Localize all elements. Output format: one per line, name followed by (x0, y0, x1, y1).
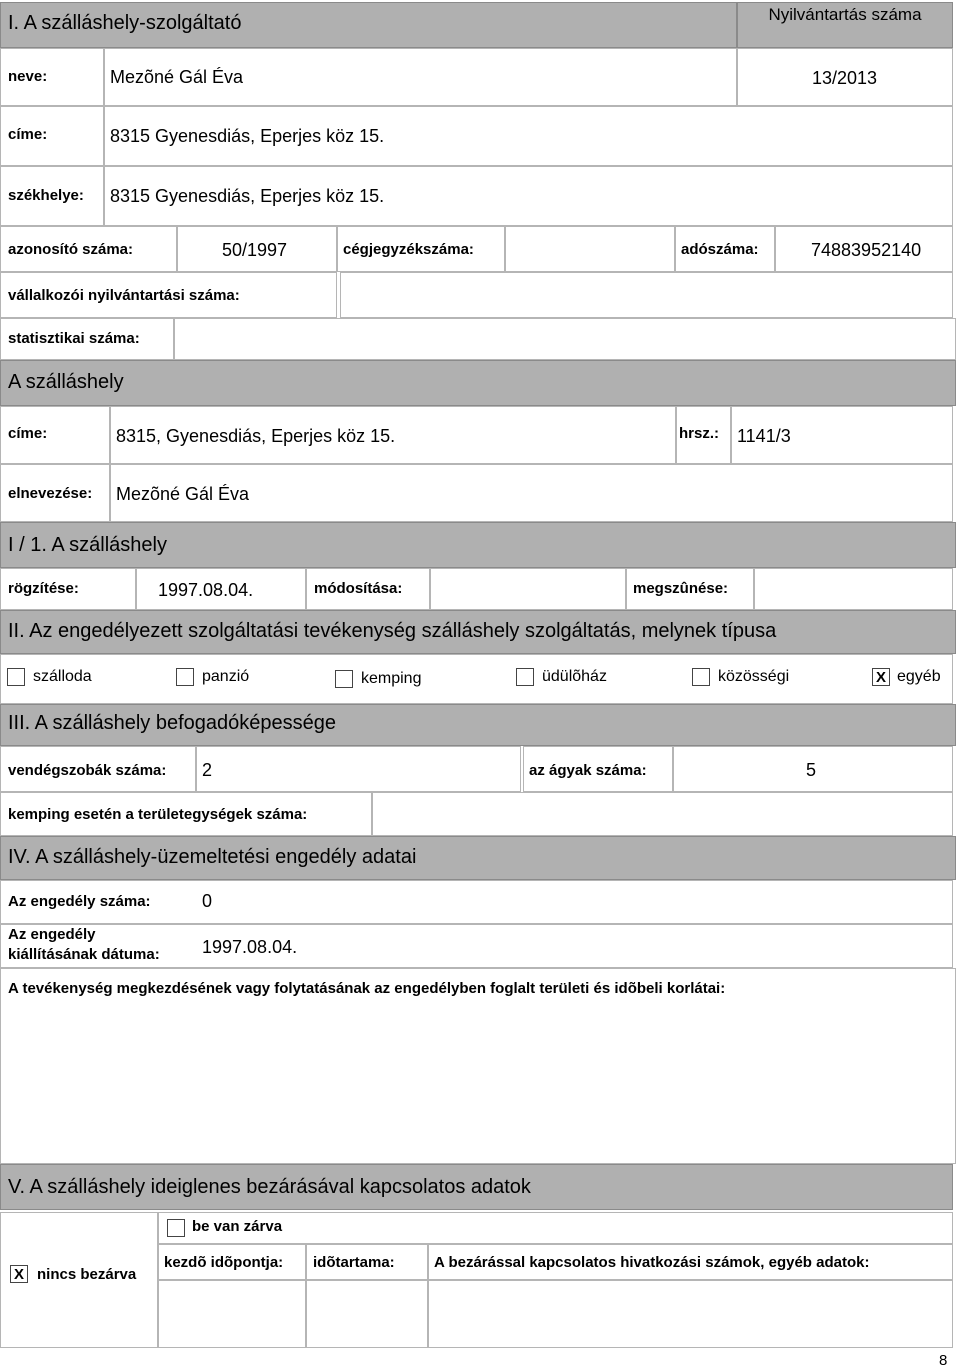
permit-no-label: Az engedély száma: (8, 893, 151, 910)
section4-title: IV. A szálláshely-üzemeltetési engedély adatai (8, 846, 417, 868)
limits-label: A tevékenység megkezdésének vagy folytatásának az engedélyben foglalt területi és idõbeli korlátai: (8, 980, 726, 997)
stat-label: statisztikai száma: (8, 330, 140, 347)
limits-box (0, 968, 956, 1164)
modified-value-cell (430, 568, 626, 610)
seat-label: székhelye: (8, 187, 84, 204)
acc-address-label: címe: (8, 425, 48, 442)
entrepreneur-label: vállalkozói nyilvántartási száma: (8, 287, 240, 304)
not-closed-checkbox[interactable]: X (10, 1265, 28, 1283)
acc-name-value: Mezõné Gál Éva (116, 484, 250, 504)
issue-value: 1997.08.04. (202, 937, 298, 957)
tax-label: adószáma: (681, 241, 759, 258)
section3-title: III. A szálláshely befogadóképessége (8, 712, 337, 734)
seat-value: 8315 Gyenesdiás, Eperjes köz 15. (110, 186, 385, 206)
camping-label: kemping esetén a területegységek száma: (8, 806, 308, 823)
page-number: 8 (939, 1352, 948, 1369)
address-label: címe: (8, 126, 48, 143)
terminated-value-cell (754, 568, 953, 610)
duration-label: idõtartama: (313, 1254, 395, 1271)
acc-address-value: 8315, Gyenesdiás, Eperjes köz 15. (116, 426, 396, 446)
registry-number: 13/2013 (812, 68, 878, 88)
not-closed-label: nincs bezárva (37, 1266, 137, 1283)
closed-checkbox[interactable] (167, 1219, 185, 1237)
stat-value-cell (174, 318, 956, 360)
beds-label: az ágyak száma: (529, 762, 647, 779)
refs-value-cell (428, 1280, 953, 1348)
acc-name-label: elnevezése: (8, 485, 93, 502)
option-label-udulohaz: üdülõház (542, 668, 607, 685)
closed-label: be van zárva (192, 1218, 283, 1235)
hrsz-label: hrsz.: (679, 425, 720, 442)
accommodation-title: A szálláshely (8, 371, 124, 393)
type-options-row (0, 654, 953, 704)
section1-1-title: I / 1. A szálláshely (8, 534, 167, 556)
duration-value-cell (306, 1280, 428, 1348)
company-reg-label: cégjegyzékszáma: (343, 241, 474, 258)
rooms-value: 2 (202, 760, 213, 780)
id-label: azonosító száma: (8, 241, 134, 258)
option-label-kemping: kemping (361, 670, 422, 687)
option-checkbox-kemping[interactable] (335, 670, 353, 688)
permit-no-value: 0 (202, 891, 213, 911)
terminated-label: megszûnése: (633, 580, 729, 597)
accommodation-header (0, 360, 956, 406)
option-label-kozossegi: közösségi (718, 668, 790, 685)
tax-value: 74883952140 (811, 240, 922, 260)
camping-value-cell (372, 792, 953, 836)
option-checkbox-szalloda[interactable] (7, 668, 25, 686)
recorded-label: rögzítése: (8, 580, 79, 597)
issue-label-line2: kiállításának dátuma: (8, 946, 160, 963)
option-label-szalloda: szálloda (33, 668, 92, 685)
name-label: neve: (8, 68, 48, 85)
modified-label: módosítása: (314, 580, 403, 597)
option-checkbox-panzio[interactable] (176, 668, 194, 686)
option-label-egyeb: egyéb (897, 668, 941, 685)
rooms-value-cell (196, 746, 521, 792)
hrsz-value: 1141/3 (737, 426, 791, 446)
recorded-value: 1997.08.04. (158, 580, 254, 600)
company-reg-value-cell (505, 226, 675, 272)
option-checkbox-kozossegi[interactable] (692, 668, 710, 686)
issue-label-line1: Az engedély (8, 926, 96, 943)
refs-label: A bezárással kapcsolatos hivatkozási számok, egyéb adatok: (434, 1254, 870, 1271)
option-checkbox-udulohaz[interactable] (516, 668, 534, 686)
section1-title: I. A szálláshely-szolgáltató (8, 12, 242, 34)
start-value-cell (158, 1280, 306, 1348)
option-checkbox-egyeb[interactable]: X (872, 668, 890, 686)
option-label-panzio: panzió (202, 668, 250, 685)
section5-title: V. A szálláshely ideiglenes bezárásával kapcsolatos adatok (8, 1176, 531, 1198)
entrepreneur-value-cell (340, 272, 953, 318)
start-label: kezdõ idõpontja: (164, 1254, 284, 1271)
address-value: 8315 Gyenesdiás, Eperjes köz 15. (110, 126, 385, 146)
registry-header-label: Nyilvántartás száma (768, 5, 922, 24)
rooms-label: vendégszobák száma: (8, 762, 167, 779)
section2-title: II. Az engedélyezett szolgáltatási tevékenység szálláshely szolgáltatás, melynek típusa (8, 620, 777, 642)
id-value: 50/1997 (222, 240, 288, 260)
name-value: Mezõné Gál Éva (110, 67, 244, 87)
beds-value: 5 (806, 760, 817, 780)
